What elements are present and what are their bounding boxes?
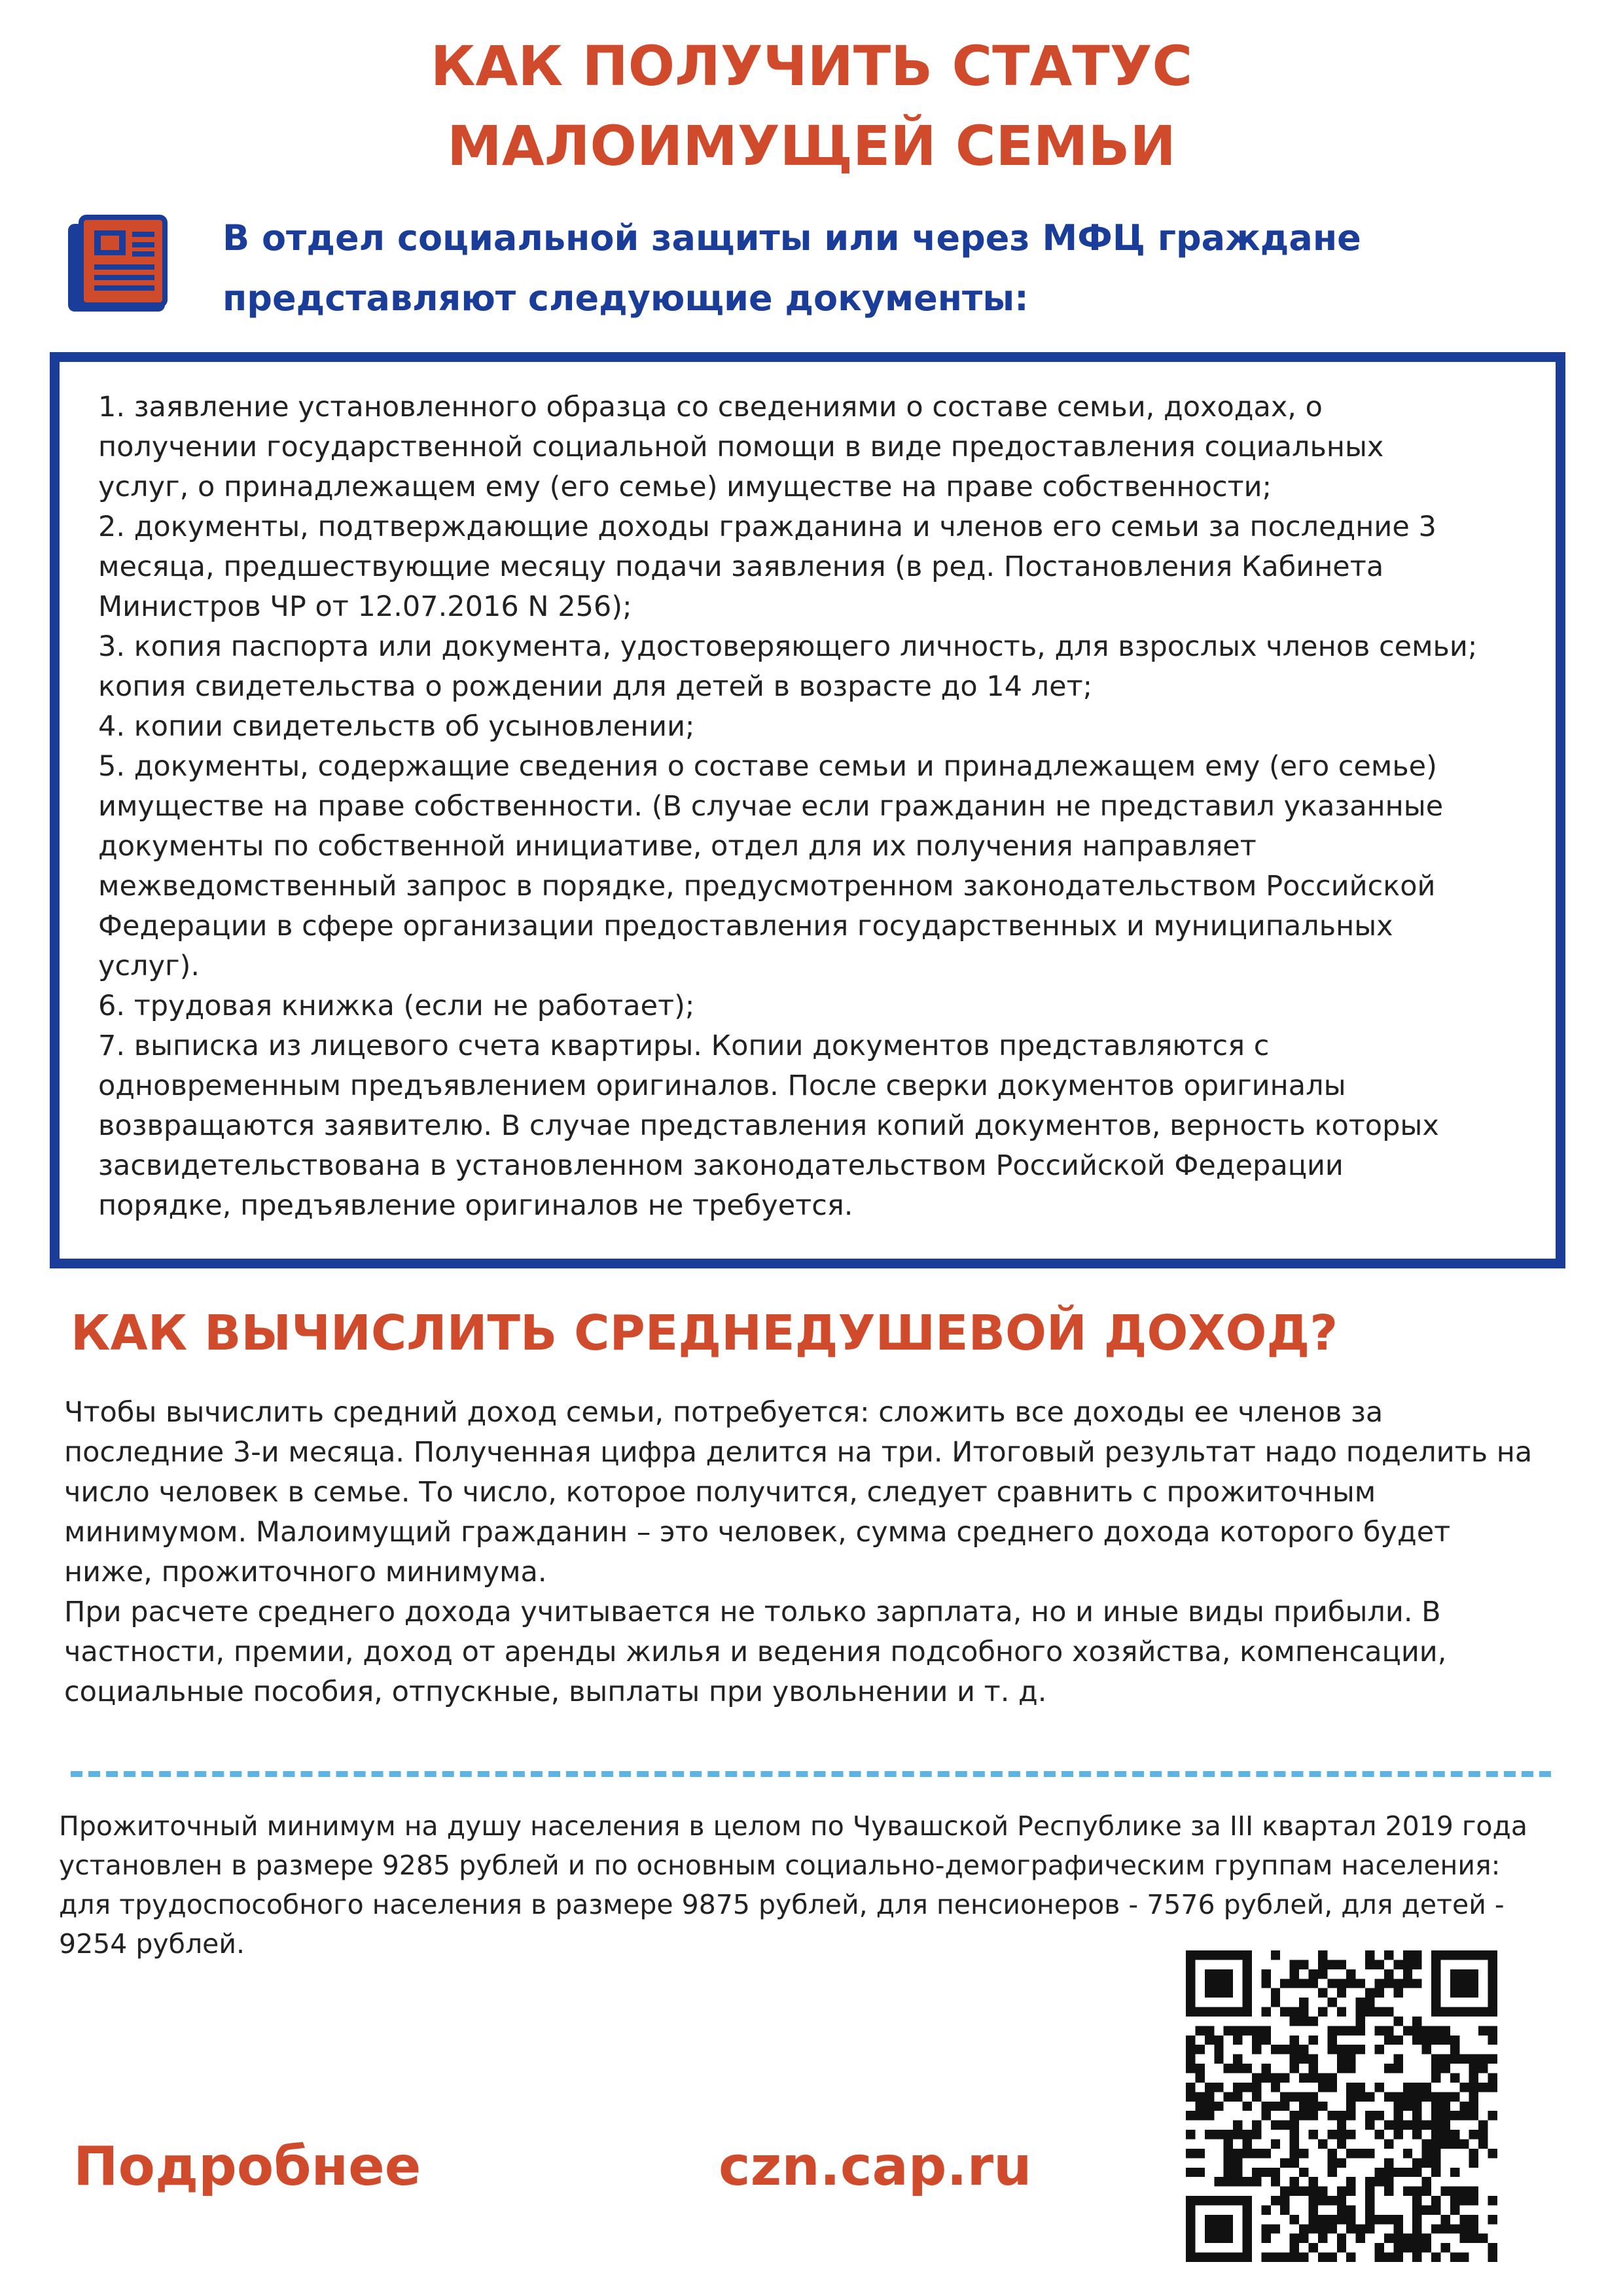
documents-line: копия свидетельства о рождении для детей в возрасте до 14 лет; xyxy=(98,670,1093,703)
documents-heading xyxy=(223,208,1571,329)
minimum-line: Прожиточный минимум на душу населения в целом по Чувашской Республике за III квартал 2019 года xyxy=(59,1810,1527,1842)
calculation-line: Чтобы вычислить средний доход семьи, потребуется: сложить все доходы ее членов за xyxy=(64,1396,1383,1429)
newspaper-icon xyxy=(64,215,169,319)
documents-line: межведомственный запрос в порядке, предусмотренном законодательством Российской xyxy=(98,870,1436,903)
subsistence-minimum-text xyxy=(59,1806,1590,1964)
calculation-line: При расчете среднего дохода учитывается не только зарплата, но и иные виды прибыли. В xyxy=(64,1596,1441,1628)
documents-line: 6. трудовая книжка (если не работает); xyxy=(98,990,695,1022)
documents-line: Федерации в сфере организации предоставления государственных и муниципальных xyxy=(98,910,1393,942)
documents-line: одновременным предъявлением оригиналов. После сверки документов оригиналы xyxy=(98,1069,1346,1102)
calculation-line: минимумом. Малоимущий гражданин – это человек, сумма среднего дохода которого будет xyxy=(64,1516,1451,1549)
documents-line: Министров ЧР от 12.07.2016 N 256); xyxy=(98,590,632,623)
dashed-divider xyxy=(71,1771,1551,1777)
documents-line: месяца, предшествующие месяцу подачи заявления (в ред. Постановления Кабинета xyxy=(98,550,1384,583)
documents-heading-line-1: В отдел социальной защиты или через МФЦ граждане xyxy=(223,217,1361,259)
site-link[interactable]: czn.cap.ru xyxy=(719,2136,1032,2198)
documents-line: возвращаются заявителю. В случае представления копий документов, верность которых xyxy=(98,1109,1439,1142)
calculation-line: социальные пособия, отпускные, выплаты при увольнении и т. д. xyxy=(64,1676,1047,1708)
documents-line: 4. копии свидетельств об усыновлении; xyxy=(98,710,695,743)
documents-line: документы по собственной инициативе, отдел для их получения направляет xyxy=(98,830,1257,863)
calculation-line: число человек в семье. То число, которое получится, следует сравнить с прожиточным xyxy=(64,1476,1376,1509)
documents-line: получении государственной социальной помощи в виде предоставления социальных xyxy=(98,431,1384,463)
documents-line: 3. копия паспорта или документа, удостоверяющего личность, для взрослых членов семьи; xyxy=(98,630,1478,663)
calculation-line: частности, премии, доход от аренды жилья и ведения подсобного хозяйства, компенсации, xyxy=(64,1636,1447,1668)
documents-line: засвидетельствована в установленном законодательством Российской Федерации xyxy=(98,1149,1344,1182)
minimum-line: для трудоспособного населения в размере 9875 рублей, для пенсионеров - 7576 рублей, для детей - xyxy=(59,1889,1505,1920)
documents-heading-line-2: представляют следующие документы: xyxy=(223,278,1029,319)
page-title-line-2: МАЛОИМУЩЕЙ СЕМЬИ xyxy=(447,114,1176,178)
page-title xyxy=(0,26,1623,186)
documents-list xyxy=(98,387,1551,1226)
calculation-text xyxy=(64,1393,1569,1712)
minimum-line: 9254 рублей. xyxy=(59,1928,245,1960)
minimum-line: установлен в размере 9285 рублей и по основным социально-демографическим группам населения: xyxy=(59,1850,1501,1881)
page-title-line-1: КАК ПОЛУЧИТЬ СТАТУС xyxy=(430,34,1193,98)
documents-line: имуществе на праве собственности. (В случае если гражданин не представил указанные xyxy=(98,790,1444,823)
documents-line: 1. заявление установленного образца со сведениями о составе семьи, доходах, о xyxy=(98,391,1323,423)
calculation-line: последние 3-и месяца. Полученная цифра делится на три. Итоговый результат надо поделить на xyxy=(64,1436,1533,1469)
documents-line: 2. документы, подтверждающие доходы гражданина и членов его семьи за последние 3 xyxy=(98,511,1436,543)
documents-line: 5. документы, содержащие сведения о составе семьи и принадлежащем ему (его семье) xyxy=(98,750,1437,783)
documents-line: услуг, о принадлежащем ему (его семье) имуществе на праве собственности; xyxy=(98,471,1272,503)
calculation-line: ниже, прожиточного минимума. xyxy=(64,1556,547,1588)
documents-line: порядке, предъявление оригиналов не требуется. xyxy=(98,1189,853,1222)
documents-line: 7. выписка из лицевого счета квартиры. Копии документов представляются с xyxy=(98,1030,1270,1062)
more-label: Подробнее xyxy=(73,2136,421,2198)
calculation-title: КАК ВЫЧИСЛИТЬ СРЕДНЕДУШЕВОЙ ДОХОД? xyxy=(71,1305,1338,1361)
documents-line: услуг). xyxy=(98,950,200,982)
qr-code-icon[interactable] xyxy=(1186,1950,1497,2262)
